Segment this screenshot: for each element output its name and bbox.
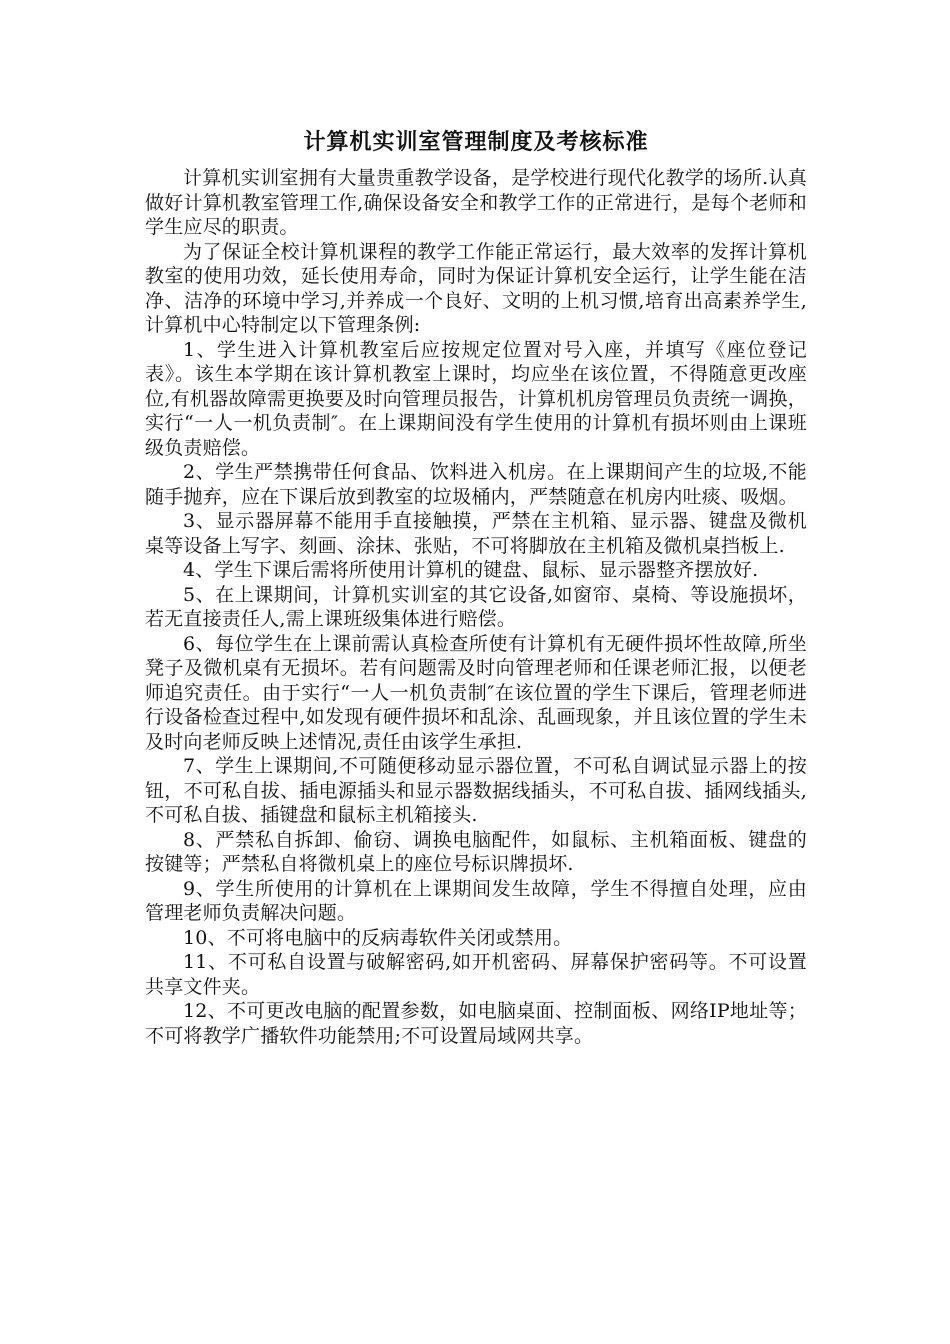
rule-8: 8、严禁私自拆卸、偷窃、调换电脑配件，如鼠标、主机箱面板、键盘的按键等；严禁私自将微机桌上的座位号标识牌损坏. — [145, 828, 807, 875]
rule-11: 11、不可私自设置与破解密码,如开机密码、屏幕保护密码等。不可设置共享文件夹。 — [145, 951, 807, 998]
rule-10: 10、不可将电脑中的反病毒软件关闭或禁用。 — [183, 926, 573, 949]
rule-1: 1、学生进入计算机教室后应按规定位置对号入座，并填写《座位登记表》。该生本学期在该计算机教室上课时，均应坐在该位置，不得随意更改座位,有机器故障需更换要及时向管理员报告，计算机机房管理员负责统一调换，实行“一人一机负责制″。在上课期间没有学生使用的计算机有损坏则由上课班级负责赔偿。 — [145, 338, 807, 459]
rule-5: 5、在上课期间，计算机实训室的其它设备,如窗帘、桌椅、等设施损坏，若无直接责任人,需上课班级集体进行赔偿。 — [145, 583, 807, 630]
rule-7: 7、学生上课期间,不可随便移动显示器位置，不可私自调试显示器上的按钮，不可私自拔、插电源插头和显示器数据线插头，不可私自拔、插网线插头,不可私自拔、插键盘和鼠标主机箱接头. — [145, 755, 807, 826]
rule-9: 9、学生所使用的计算机在上课期间发生故障，学生不得擅自处理，应由管理老师负责解决问题。 — [145, 877, 807, 924]
intro-paragraph-1: 计算机实训室拥有大量贵重教学设备，是学校进行现代化教学的场所.认真做好计算机教室管理工作,确保设备安全和教学工作的正常进行，是每个老师和学生应尽的职责。 — [145, 167, 807, 238]
rule-4: 4、学生下课后需将所使用计算机的键盘、鼠标、显示器整齐摆放好. — [183, 559, 759, 581]
rule-3: 3、显示器屏幕不能用手直接触摸，严禁在主机箱、显示器、键盘及微机桌等设备上写字、刻画、涂抹、张贴，不可将脚放在主机箱及微机桌挡板上. — [145, 510, 807, 557]
rule-2: 2、学生严禁携带任何食品、饮料进入机房。在上课期间产生的垃圾,不能随手抛弃，应在下课后放到教室的垃圾桶内，严禁随意在机房内吐痰、吸烟。 — [145, 461, 807, 508]
document-title: 计算机实训室管理制度及考核标准 — [303, 130, 649, 155]
document-page — [145, 128, 807, 1048]
rule-12: 12、不可更改电脑的配置参数，如电脑桌面、控制面板、网络IP地址等；不可将教学广播软件功能禁用;不可设置局域网共享。 — [145, 1000, 807, 1047]
rule-6: 6、每位学生在上课前需认真检查所使有计算机有无硬件损坏性故障,所坐凳子及微机桌有无损坏。若有问题需及时向管理老师和任课老师汇报，以便老师追究责任。由于实行“一人一机负责制″在该位置的学生下课后，管理老师进行设备检查过程中,如发现有硬件损坏和乱涂、乱画现象，并且该位置的学生未及时向老师反映上述情况,责任由该学生承担. — [145, 632, 807, 753]
intro-paragraph-2: 为了保证全校计算机课程的教学工作能正常运行，最大效率的发挥计算机教室的使用功效，延长使用寿命，同时为保证计算机安全运行，让学生能在洁净、洁净的环境中学习,并养成一个良好、文明的上机习惯,培育出高素养学生,计算机中心特制定以下管理条例: — [145, 240, 807, 336]
